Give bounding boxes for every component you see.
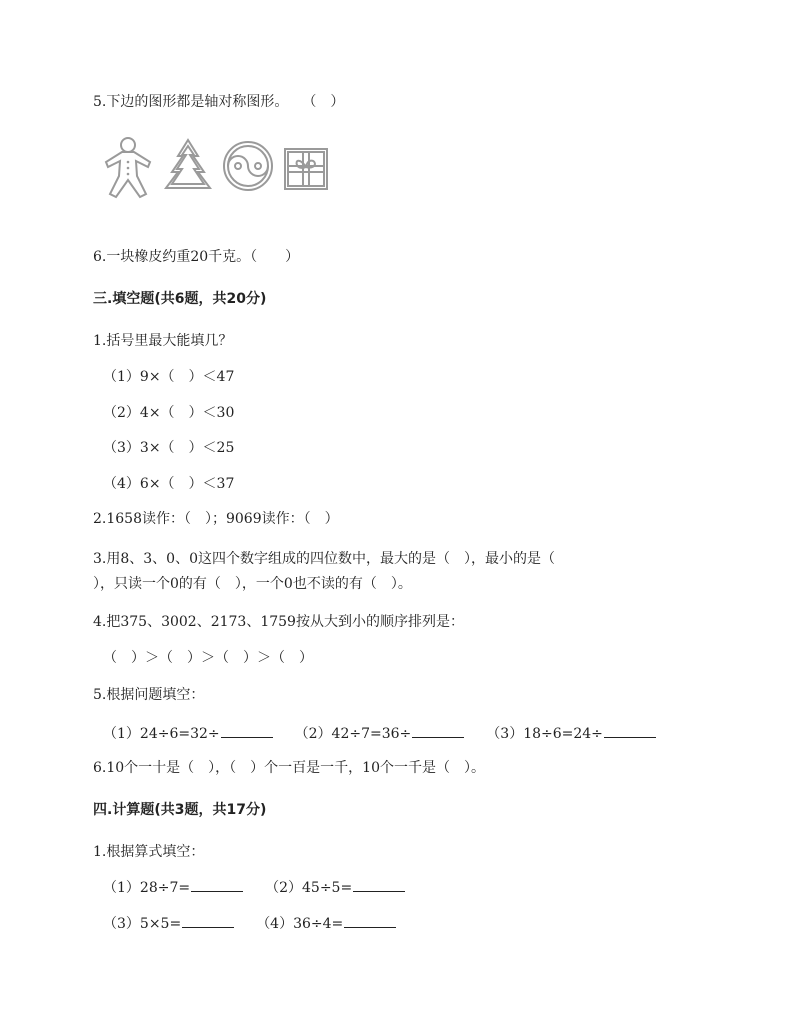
fill-question-1-item: （2）4×（ ）＜30: [103, 405, 235, 421]
calc-question-1-stem: 1.根据算式填空：: [93, 844, 205, 860]
fill-question-5-item: （3）18÷6=24÷: [486, 726, 603, 742]
fill-question-5-item: （1）24÷6=32÷: [103, 726, 220, 742]
answer-blank[interactable]: [182, 914, 234, 928]
fill-question-2: 2.1658读作：（ ）；9069读作：（ ）: [93, 511, 339, 527]
fill-question-3-line-1: 3.用8、3、0、0这四个数字组成的四位数中，最大的是（ ），最小的是（: [93, 551, 555, 567]
section-3-title: 三.填空题(共6题，共20分): [93, 291, 267, 307]
fill-question-6: 6.10个一十是（ ），（ ）个一百是一千，10个一千是（ ）。: [93, 760, 485, 776]
answer-blank[interactable]: [221, 724, 273, 738]
section-4-title: 四.计算题(共3题，共17分): [93, 802, 267, 818]
answer-blank[interactable]: [191, 878, 243, 892]
fill-question-1-item: （3）3×（ ）＜25: [103, 440, 235, 456]
answer-blank[interactable]: [353, 878, 405, 892]
calc-question-1-row: [103, 914, 396, 934]
answer-blank[interactable]: [604, 724, 656, 738]
fill-question-1-item: （4）6×（ ）＜37: [103, 476, 235, 492]
gift-box-icon: [282, 136, 330, 200]
calc-item: （1）28÷7=: [103, 880, 191, 896]
fill-question-1-item: （1）9×（ ）＜47: [103, 369, 235, 385]
fill-question-1-stem: 1.括号里最大能填几？: [93, 333, 233, 349]
gingerbread-man-icon: [100, 136, 156, 200]
judge-question-5: 5.下边的图形都是轴对称图形。 （ ）: [93, 94, 345, 110]
fill-question-5-stem: 5.根据问题填空：: [93, 687, 205, 703]
fill-question-3-line-2: ），只读一个0的有（ ），一个0也不读的有（ ）。: [93, 576, 412, 592]
christmas-tree-icon: [162, 136, 214, 200]
calc-item: （2）45÷5=: [265, 880, 353, 896]
fill-question-5-items: [103, 724, 656, 744]
judge-question-6: 6.一块橡皮约重20千克。（ ）: [93, 249, 300, 265]
yin-yang-icon: [220, 136, 276, 200]
answer-blank[interactable]: [344, 914, 396, 928]
fill-question-5-item: （2）42÷7=36÷: [294, 726, 412, 742]
figure-row: [100, 136, 330, 202]
calc-item: （3）5×5=: [103, 916, 182, 932]
fill-question-4-stem: 4.把375、3002、2173、1759按从大到小的顺序排列是：: [93, 614, 464, 630]
calc-item: （4）36÷4=: [256, 916, 344, 932]
fill-question-4-answer: （ ）＞（ ）＞（ ）＞（ ）: [103, 650, 313, 666]
answer-blank[interactable]: [412, 724, 464, 738]
calc-question-1-row: [103, 878, 405, 898]
